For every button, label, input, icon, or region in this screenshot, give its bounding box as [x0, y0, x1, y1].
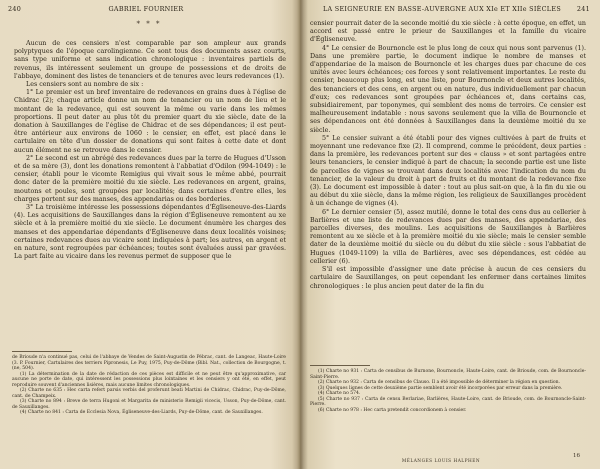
left-running-title: GABRIEL FOURNIER	[108, 5, 184, 13]
left-page-number: 240	[8, 5, 22, 13]
paragraph: 6° Le dernier censier (5), assez mutilé, donne le total des cens dus au cellerier à Barlières et une liste de redevances dues par des manses, des appendariae, des parcelles diverses, des moulins. Les acquisitions de Sauxillanges à Barlières remontent au xe siècle et à la première moitié du xie siècle; mais le censier semble dater de la deuxième moitié du siècle ou du début du xiie siècle : sous l'abbatiat de Hugues (1049-1109) la villa de Barlières, avec ses dépendances, est cédée au cellerier (6).	[310, 208, 586, 265]
left-footnotes	[12, 351, 286, 416]
paragraph: S'il est impossible d'assigner une date précise à aucun de ces censiers du cartulaire de Sauxillanges, on peut cependant les enfermer dans certaines limites chronologiques : le plus ancien peut dater de la fin du	[310, 266, 586, 290]
paragraph: 3° La troisième intéresse les possessions dépendantes d'Égliseneuve-des-Liards (4). Les acquisitions de Sauxillanges dans la région d'Égliseneuve remontent au xe siècle et à la première moitié du xie siècle. Le document énumère les charges des manses et des appendariae dépendants d'Égliseneuve dans deux localités voisines; certaines redevances dues au vicaire sont indiquées à part; les autres, en argent et en nature, sont regroupées par échéances; toutes sont évaluées aussi par gravées. La part faite au vicaire dans les revenus permet de supposer que le	[14, 204, 286, 261]
right-page	[302, 0, 600, 469]
footnote: (2) Charte no 635 : Hec carta refert parsis verbis del proferunt beati Martini de Chidrac, Chidrac, Puy-de-Dôme, cant. de Champeix.	[12, 388, 286, 399]
paragraph: 4° Le censier de Bournoncle est le plus long de ceux qui nous sont parvenus (1). Dans une première partie, le document indique le nombre de manses et d'appendariae de la maison de Bournoncle et les charges dues par chacune de ces unités avec leurs échéances; ces forces y sont relativement importantes. Le reste du censier, beaucoup plus long, est une liste, pour Bournoncle et deux autres localités, des tenanciers et des cens, en argent ou en nature, dus individuellement par chacun d'eux; ces redevances sont groupées par échéances et, dans certains cas, subsidiairement, par toponymes, qui semblent des noms de terroirs. Ce censier est malheureusement indatable : nous savons seulement que la villa de Bournoncle et ses dépendances ont été données à Sauxillanges dans la deuxième moitié du xe siècle.	[310, 44, 586, 134]
signature-mark: 16	[573, 453, 580, 459]
paragraph: 1° Le premier est un bref inventaire de redevances en grains dues à l'église de Chidrac (2); chaque article donne un nom de tenancier ou un nom de lieu et le montant de la redevance, qui est souvent la même ou varie dans les mêmes proportions. Il peut dater au plus tôt du premier quart du xie siècle, date de la donation à Sauxillanges de l'église de Chidrac et de ses dépendances; il est peut-être antérieur aux environs de 1060 : le censier, en effet, est placé dans le cartulaire en tête d'un dossier de donations qui sont faites à cette date et dont aucun élément ne se retrouve dans le censier.	[14, 89, 286, 154]
footnote-rule	[12, 351, 72, 352]
right-page-number: 241	[576, 5, 590, 13]
paragraph: Aucun de ces censiers n'est comparable par son ampleur aux grands polyptyques de l'époque carolingienne. Ce sont tous des documents assez courts, sans type uniforme et sans indication chronologique : inventaires partiels de revenus, ils intéressent seulement un groupe de possessions et de droits de l'abbaye, dominent des listes de tenanciers et de tenures avec leurs redevances (1).	[14, 40, 286, 80]
page-footer: MÉLANGES LOUIS HALPHEN	[401, 459, 481, 464]
right-footnotes	[310, 365, 586, 413]
paragraph: censier pourrait dater de la seconde moitié du xie siècle : à cette époque, en effet, un accord est passé entre le prieur de Sauxillanges et la famille du vicaire d'Égliseneuve.	[310, 20, 586, 44]
footnote: (3) Charte no 894 : Breve de terra Hugoni et Margarita de ministerio Remigii vicecis, Usson, Puy-de-Dôme, cant. de Sauxillanges.	[12, 399, 286, 410]
right-running-title: LA SEIGNEURIE EN BASSE-AUVERGNE AUX XIe ET XIIe SIÈCLES	[323, 5, 561, 13]
left-page	[0, 0, 298, 469]
left-body-text	[14, 40, 286, 261]
footnote: (4) Charte no 841 : Carta de Ecclesia Nova, Égliseneuve-des-Liards, Puy-de-Dôme, cant. de Sauxillanges.	[20, 410, 263, 416]
paragraph: 5° Le censier suivant a été établi pour des vignes cultivées à part de fruits et moyennant une redevance fixe (2). Il comprend, comme le précédent, deux parties : dans la première, les redevances portent sur des « clauss » et sont partagées entre leurs tenanciers, le censier indiqué à part de chacun; la seconde partie est une liste de parcelles de vignes se trouvant dans deux localités avec l'indication du nom du tenancier, de la valeur du droit à part de fruits et du montant de la redevance fixe (3). Le document est impossible à dater : tout au plus sait-on que, à la fin du xie ou au début du xiie siècle, dans la même région, les religieux de Sauxillanges procèdent à un échange de vignes (4).	[310, 134, 586, 208]
footnote: (1) La détermination de la date de rédaction de ces pièces est difficile et ne peut être qu'approximative, car aucune ne porte de date, qui intéressent les possessions plus lointaines et les censiers y ont été, en effet, peut reproduire souvent d'anciennes lisières, mais aucune limites chronologiques.	[12, 371, 286, 388]
footnote: (1) Charte no 931 : Carta de censibus de Burnone, Bournoncle, Haute-Loire, cant. de Brioude, com. de Bournoncle-Saint-Pierre.	[310, 369, 586, 380]
footnote: de Brioude n'a continué pas, celui de l'abbaye de Vendes de Saint-Augustin de Pébrac, cant. de Langeac, Haute-Loire (3. P. Fournier, Cartulaires des terriers Pipronesis, Le Puy, 1975, Puy-de-Dôme (Bibl. Nat., collection de Bourgogne, t. (ne, 504).	[12, 355, 286, 372]
footnote: (5) Charte no 937 : Carta de censu Berlariae, Barlières, Haute-Loire, cant. de Brioude, com. de Bournoncle-Saint-Pierre.	[310, 396, 586, 408]
footnote: (3) Quelques lignes de cette deuxième partie semblent avoir été incorporées par erreur dans la première.	[318, 385, 563, 391]
footnote: (2) Charte no 932 : Carta de censibus de Clauso. Il a été impossible de déterminer la région en question.	[318, 380, 560, 386]
paragraph: 2° Le second est un abrégé des redevances dues par la terre de Hugues d'Usson et de sa mère (3), dont les donations remontent à l'abbatiat d'Odilon (994-1049) : le censier, établi pour le vicomte Remigius qui vivait sous le même abbé, pourrait donc dater de la première moitié du xie siècle. Les redevances en argent, grains, moutons et poules, sont groupées par localités; dans certaines d'entre elles, les charges portent sur des manses, des appendarias ou des borderies.	[14, 154, 286, 203]
footnote: (4) Charte no 574.	[318, 391, 361, 397]
footnote-rule	[310, 365, 370, 366]
section-ornament: * * *	[136, 20, 162, 28]
paragraph: Les censiers sont au nombre de six :	[26, 81, 144, 89]
footnote: (6) Charte no 978 : Hec carta pretendit concordionem à censier.	[318, 407, 467, 413]
right-body-text	[310, 20, 586, 291]
